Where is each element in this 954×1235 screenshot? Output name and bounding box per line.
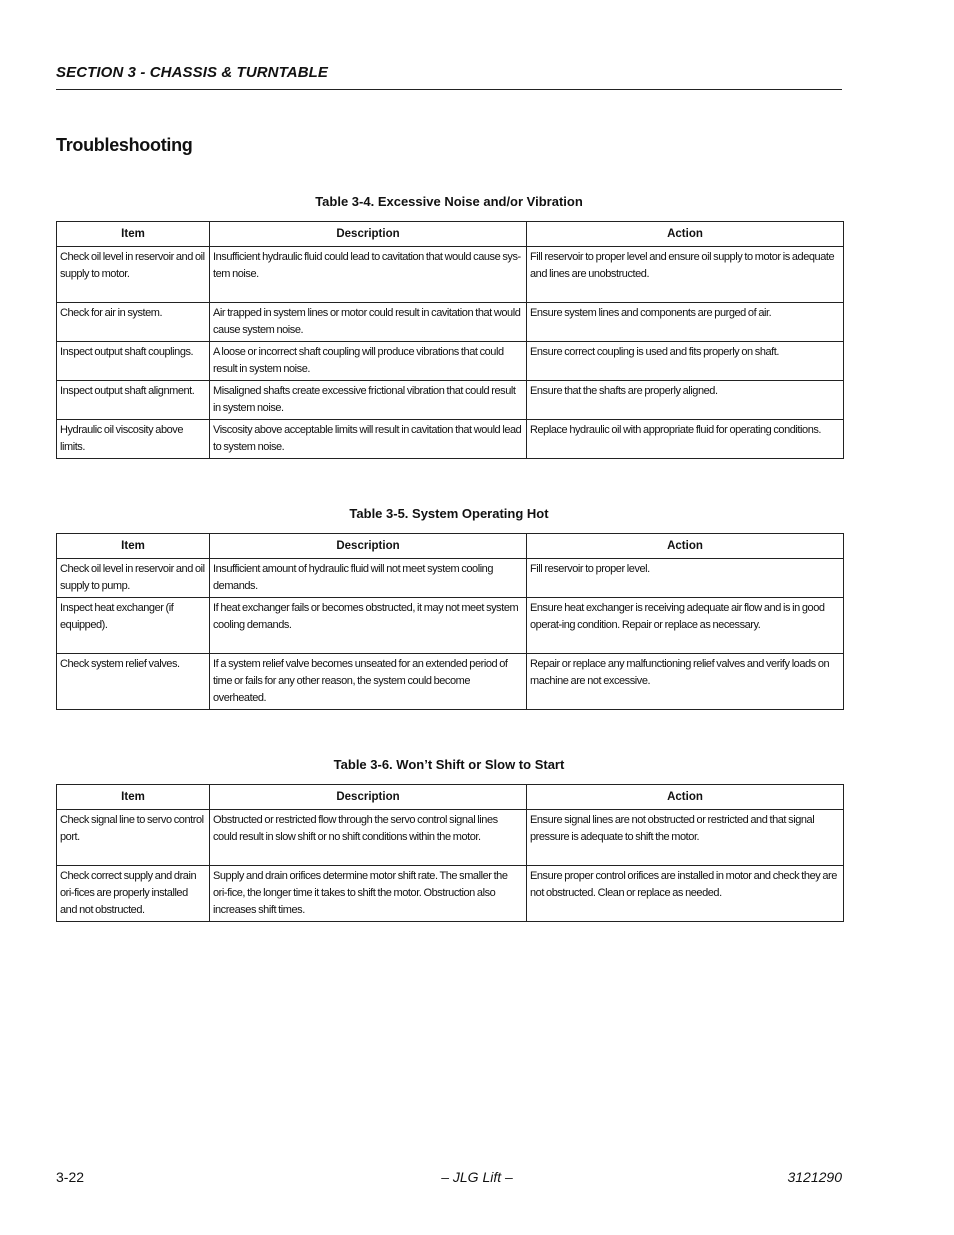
column-header-action: Action — [527, 785, 844, 810]
description-cell: Obstructed or restricted flow through the servo control signal lines could result in slow shift or no shift conditions within the motor. — [210, 810, 527, 866]
table-row — [57, 654, 844, 710]
column-header-item: Item — [57, 222, 210, 247]
table-header-row — [57, 785, 844, 810]
table-row — [57, 342, 844, 381]
section-header — [56, 64, 842, 90]
table-row — [57, 420, 844, 459]
item-cell: Check signal line to servo control port. — [57, 810, 210, 866]
table-header-row — [57, 534, 844, 559]
description-cell: Viscosity above acceptable limits will result in cavitation that would lead to system noise. — [210, 420, 527, 459]
footer-brand: – JLG Lift – — [441, 1169, 513, 1185]
description-cell: Supply and drain orifices determine motor shift rate. The smaller the ori-fice, the longer time it takes to shift the motor. Obstruction also increases shift times. — [210, 866, 527, 922]
action-cell: Ensure proper control orifices are installed in motor and check they are not obstructed. Clean or replace as needed. — [527, 866, 844, 922]
column-header-description: Description — [210, 785, 527, 810]
action-cell: Fill reservoir to proper level and ensure oil supply to motor is adequate and lines are unobstructed. — [527, 247, 844, 303]
document-number: 3121290 — [787, 1169, 842, 1185]
action-cell: Replace hydraulic oil with appropriate fluid for operating conditions. — [527, 420, 844, 459]
description-cell: Misaligned shafts create excessive frictional vibration that could result in system noise. — [210, 381, 527, 420]
action-cell: Ensure that the shafts are properly aligned. — [527, 381, 844, 420]
table-caption: Table 3-6. Won’t Shift or Slow to Start — [333, 757, 565, 772]
table-caption: Table 3-5. System Operating Hot — [349, 506, 549, 521]
item-cell: Check system relief valves. — [57, 654, 210, 710]
action-cell: Fill reservoir to proper level. — [527, 559, 844, 598]
table-header-row — [57, 222, 844, 247]
troubleshooting-table-hot — [56, 533, 844, 710]
description-cell: Insufficient amount of hydraulic fluid will not meet system cooling demands. — [210, 559, 527, 598]
table-caption: Table 3-4. Excessive Noise and/or Vibration — [315, 194, 583, 209]
table-row — [57, 866, 844, 922]
column-header-action: Action — [527, 534, 844, 559]
action-cell: Repair or replace any malfunctioning relief valves and verify loads on machine are not excessive. — [527, 654, 844, 710]
description-cell: Insufficient hydraulic fluid could lead to cavitation that would cause sys-tem noise. — [210, 247, 527, 303]
action-cell: Ensure heat exchanger is receiving adequate air flow and is in good operat-ing condition. Repair or replace as necessary. — [527, 598, 844, 654]
table-row — [57, 810, 844, 866]
item-cell: Check for air in system. — [57, 303, 210, 342]
column-header-item: Item — [57, 785, 210, 810]
action-cell: Ensure correct coupling is used and fits properly on shaft. — [527, 342, 844, 381]
action-cell: Ensure signal lines are not obstructed or restricted and that signal pressure is adequate to shift the motor. — [527, 810, 844, 866]
column-header-description: Description — [210, 534, 527, 559]
item-cell: Check oil level in reservoir and oil supply to motor. — [57, 247, 210, 303]
description-cell: Air trapped in system lines or motor could result in cavitation that would cause system noise. — [210, 303, 527, 342]
item-cell: Check oil level in reservoir and oil supply to pump. — [57, 559, 210, 598]
item-cell: Hydraulic oil viscosity above limits. — [57, 420, 210, 459]
item-cell: Check correct supply and drain ori-fices are properly installed and not obstructed. — [57, 866, 210, 922]
item-cell: Inspect output shaft alignment. — [57, 381, 210, 420]
description-cell: A loose or incorrect shaft coupling will produce vibrations that could result in system noise. — [210, 342, 527, 381]
troubleshooting-table-noise — [56, 221, 844, 459]
column-header-action: Action — [527, 222, 844, 247]
table-row — [57, 247, 844, 303]
description-cell: If a system relief valve becomes unseated for an extended period of time or fails for any other reason, the system could become overheated. — [210, 654, 527, 710]
column-header-item: Item — [57, 534, 210, 559]
action-cell: Ensure system lines and components are purged of air. — [527, 303, 844, 342]
page-title: Troubleshooting — [56, 135, 193, 155]
page-number: 3-22 — [56, 1169, 85, 1185]
item-cell: Inspect output shaft couplings. — [57, 342, 210, 381]
description-cell: If heat exchanger fails or becomes obstructed, it may not meet system cooling demands. — [210, 598, 527, 654]
section-title: SECTION 3 - CHASSIS & TURNTABLE — [56, 64, 329, 81]
table-row — [57, 303, 844, 342]
column-header-description: Description — [210, 222, 527, 247]
item-cell: Inspect heat exchanger (if equipped). — [57, 598, 210, 654]
troubleshooting-table-shift — [56, 784, 844, 922]
table-row — [57, 559, 844, 598]
table-row — [57, 381, 844, 420]
table-row — [57, 598, 844, 654]
